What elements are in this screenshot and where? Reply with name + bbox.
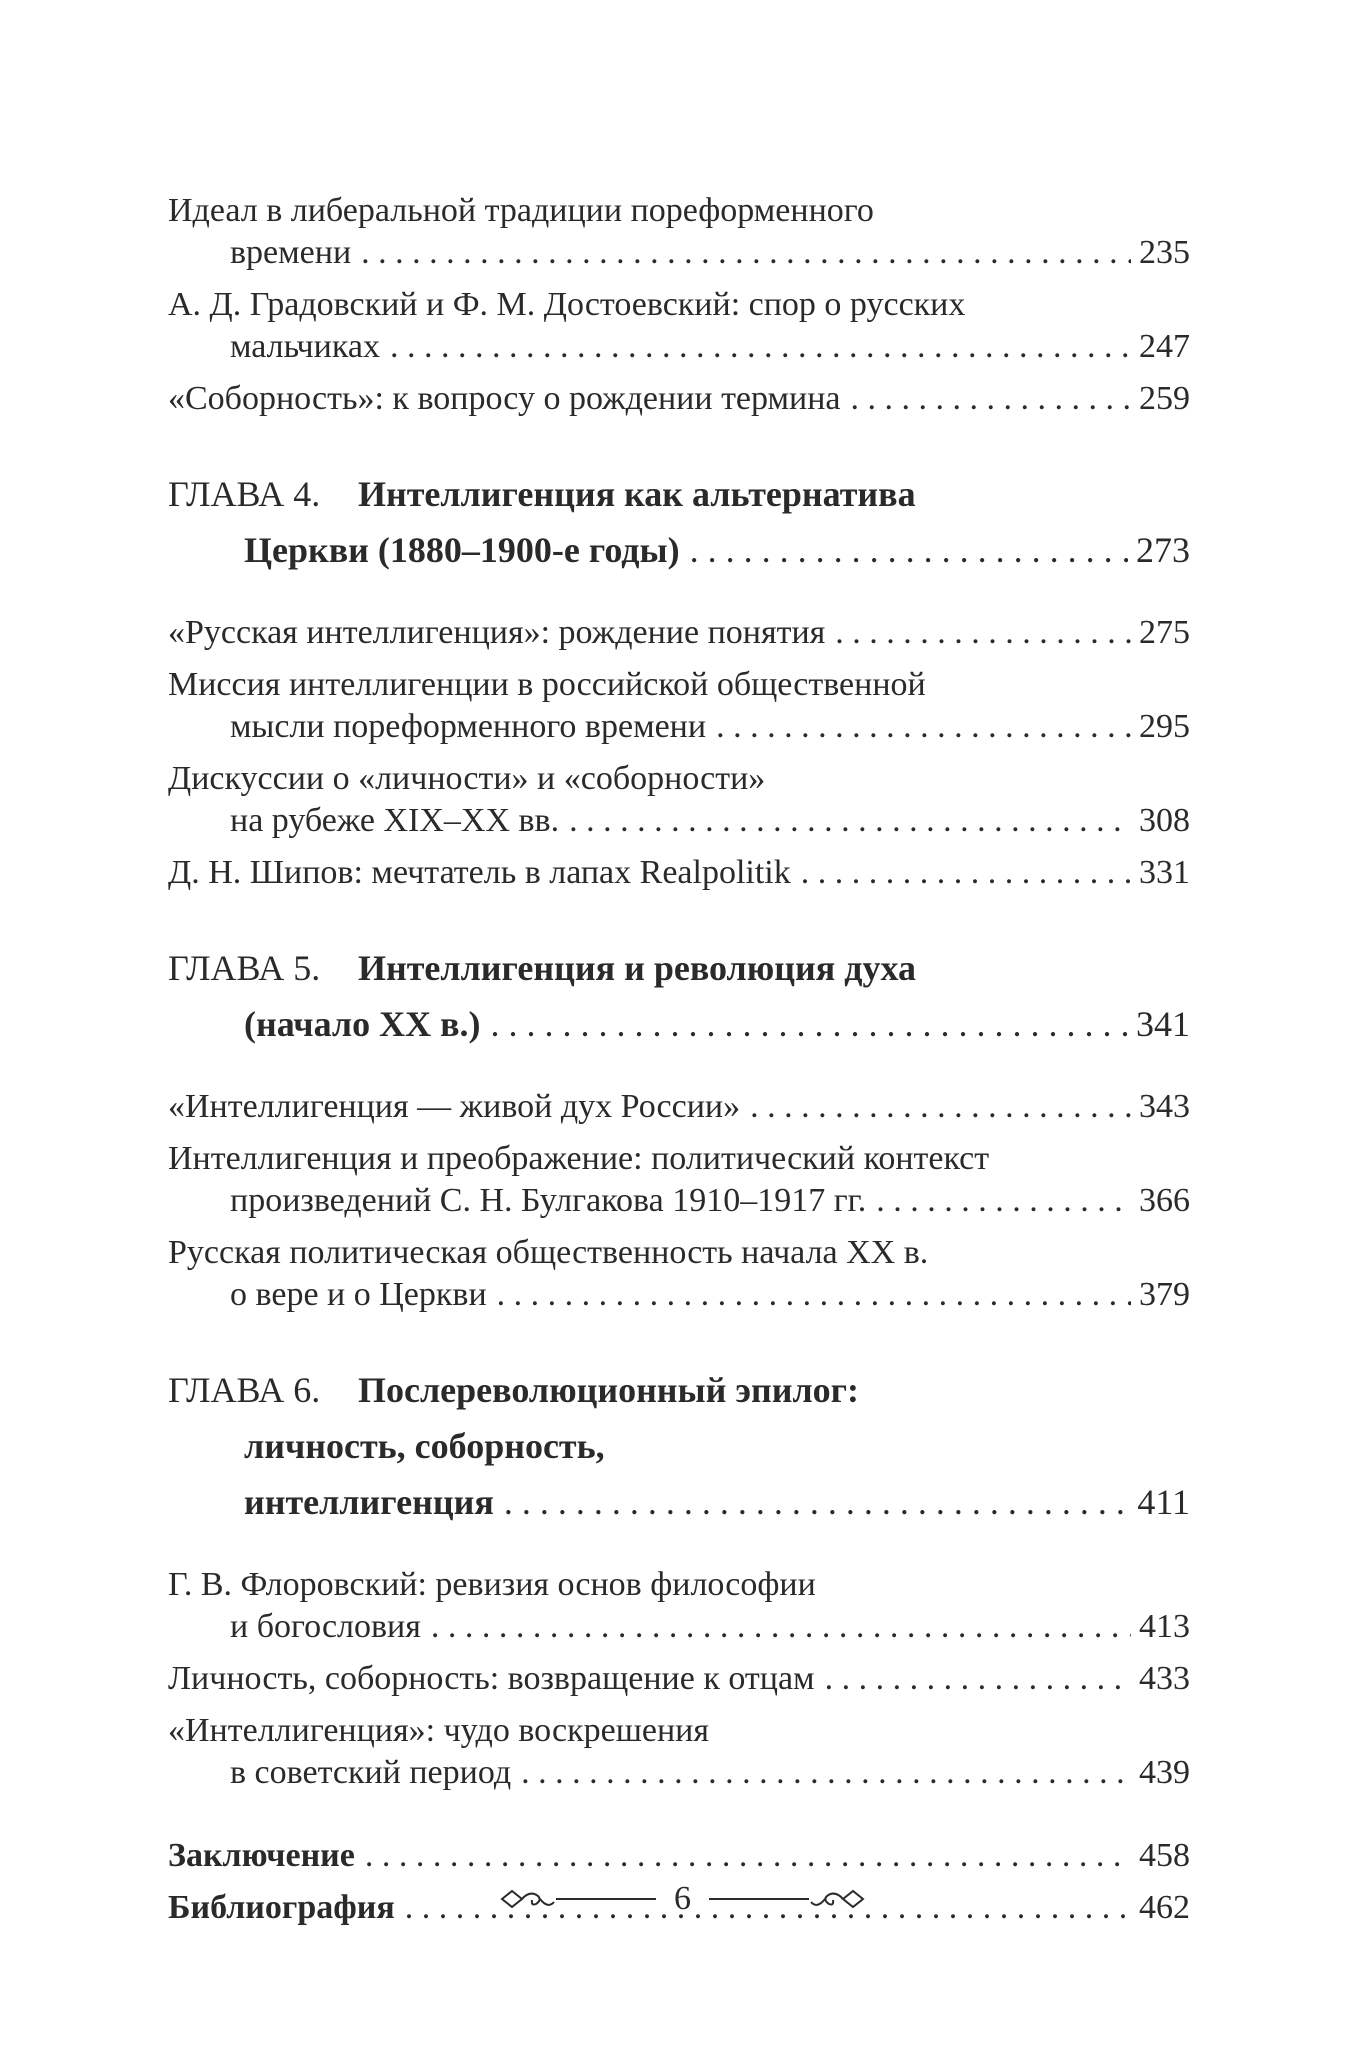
toc-entry[interactable] xyxy=(168,284,1190,368)
toc-entry-title-cont: на рубеже XIX–XX вв. xyxy=(230,802,560,839)
leader-dots xyxy=(521,1752,1131,1794)
leader-dots xyxy=(851,378,1132,420)
toc-page-number: 462 xyxy=(1139,1889,1190,1926)
leader-dots xyxy=(876,1180,1131,1222)
leader-dots xyxy=(716,706,1131,748)
chapter-title-cont: (начало XX в.) xyxy=(244,1004,481,1044)
table-of-contents xyxy=(168,190,1190,1934)
chapter-title-cont: интеллигенция xyxy=(244,1482,494,1522)
leader-dots xyxy=(361,232,1131,274)
toc-entry[interactable] xyxy=(168,1138,1190,1222)
leader-dots xyxy=(390,326,1131,368)
toc-entry-conclusion[interactable] xyxy=(168,1830,1190,1882)
toc-page-number: 343 xyxy=(1139,1088,1190,1125)
chapter-heading-6[interactable] xyxy=(168,1362,1190,1530)
leader-dots xyxy=(569,800,1131,842)
toc-entry[interactable] xyxy=(168,1564,1190,1648)
toc-page-number: 439 xyxy=(1139,1754,1190,1791)
chapter-title-cont: Церкви (1880–1900-е годы) xyxy=(244,530,680,570)
ornament-right-icon xyxy=(707,1882,867,1916)
chapter-heading-4[interactable] xyxy=(168,466,1190,578)
toc-entry-title: Русская политическая общественность начала XX в. xyxy=(168,1234,929,1271)
toc-page-number: 331 xyxy=(1139,854,1190,891)
toc-page-number: 366 xyxy=(1139,1182,1190,1219)
leader-dots xyxy=(504,1474,1129,1530)
toc-entry[interactable] xyxy=(168,190,1190,274)
toc-entry-title-cont: о вере и о Церкви xyxy=(230,1276,487,1313)
toc-entry-title: Идеал в либеральной традиции пореформенного xyxy=(168,192,874,229)
chapter-label: ГЛАВА 4. xyxy=(168,474,321,514)
toc-entry[interactable] xyxy=(168,1658,1190,1700)
toc-entry-title-cont: произведений С. Н. Булгакова 1910–1917 гг. xyxy=(230,1182,867,1219)
chapter-heading-5[interactable] xyxy=(168,940,1190,1052)
leader-dots xyxy=(825,1658,1131,1700)
toc-page-number: 413 xyxy=(1139,1608,1190,1645)
toc-entry-title: «Интеллигенция»: чудо воскрешения xyxy=(168,1712,710,1749)
toc-page-number: 379 xyxy=(1139,1276,1190,1313)
chapter-title: Интеллигенция как альтернатива xyxy=(358,474,916,514)
toc-entry-title: А. Д. Градовский и Ф. М. Достоевский: спор о русских xyxy=(168,286,966,323)
leader-dots xyxy=(431,1606,1131,1648)
toc-entry[interactable] xyxy=(168,378,1190,420)
toc-entry-title-cont: в советский период xyxy=(230,1754,512,1791)
toc-entry-title: Г. В. Флоровский: ревизия основ философии xyxy=(168,1566,816,1603)
toc-entry[interactable] xyxy=(168,758,1190,842)
toc-entry[interactable] xyxy=(168,1710,1190,1794)
toc-entry-title: «Русская интеллигенция»: рождение понятия xyxy=(168,614,826,651)
toc-entry-title-cont: мальчиках xyxy=(230,328,380,365)
chapter-title: Послереволюционный эпилог: xyxy=(358,1370,859,1410)
ornament-left-icon xyxy=(498,1882,658,1916)
chapter-title-cont: личность, соборность, xyxy=(244,1426,605,1466)
toc-entry[interactable] xyxy=(168,612,1190,654)
toc-entry-title-cont: мысли пореформенного времени xyxy=(230,708,707,745)
toc-page-number: 235 xyxy=(1139,234,1190,271)
chapter-label: ГЛАВА 5. xyxy=(168,948,321,988)
toc-entry[interactable] xyxy=(168,1232,1190,1316)
toc-entry-title: Библиография xyxy=(168,1889,395,1926)
chapter-title: Интеллигенция и революция духа xyxy=(358,948,916,988)
toc-entry-title: Д. Н. Шипов: мечтатель в лапах Realpolitik xyxy=(168,854,791,891)
leader-dots xyxy=(497,1274,1131,1316)
page-footer xyxy=(0,1880,1365,1918)
leader-dots xyxy=(835,612,1131,654)
leader-dots xyxy=(801,852,1131,894)
toc-page-number: 259 xyxy=(1139,380,1190,417)
toc-page-number: 458 xyxy=(1139,1837,1190,1874)
leader-dots xyxy=(365,1830,1131,1882)
toc-entry-title: Заключение xyxy=(168,1837,355,1874)
leader-dots xyxy=(750,1086,1131,1128)
page-number: 6 xyxy=(674,1880,691,1917)
toc-entry-title: Миссия интеллигенции в российской общественной xyxy=(168,666,926,703)
toc-entry-title: Интеллигенция и преображение: политический контекст xyxy=(168,1140,990,1177)
chapter-label: ГЛАВА 6. xyxy=(168,1370,321,1410)
toc-entry-title: «Соборность»: к вопросу о рождении термина xyxy=(168,380,841,417)
toc-entry[interactable] xyxy=(168,1086,1190,1128)
leader-dots xyxy=(491,996,1128,1052)
toc-page-number: 273 xyxy=(1136,530,1190,570)
toc-page-number: 341 xyxy=(1136,1004,1190,1044)
toc-page-number: 411 xyxy=(1137,1482,1190,1522)
toc-page-number: 433 xyxy=(1139,1660,1190,1697)
toc-entry[interactable] xyxy=(168,664,1190,748)
toc-entry[interactable] xyxy=(168,852,1190,894)
toc-entry-title-cont: времени xyxy=(230,234,352,271)
toc-entry-title: Дискуссии о «личности» и «соборности» xyxy=(168,760,766,797)
toc-page-number: 275 xyxy=(1139,614,1190,651)
toc-page-number: 247 xyxy=(1139,328,1190,365)
toc-entry-title: Личность, соборность: возвращение к отцам xyxy=(168,1660,815,1697)
toc-page-number: 295 xyxy=(1139,708,1190,745)
toc-entry-title-cont: и богословия xyxy=(230,1608,421,1645)
leader-dots xyxy=(690,522,1128,578)
toc-entry-title: «Интеллигенция — живой дух России» xyxy=(168,1088,741,1125)
toc-page-number: 308 xyxy=(1139,802,1190,839)
